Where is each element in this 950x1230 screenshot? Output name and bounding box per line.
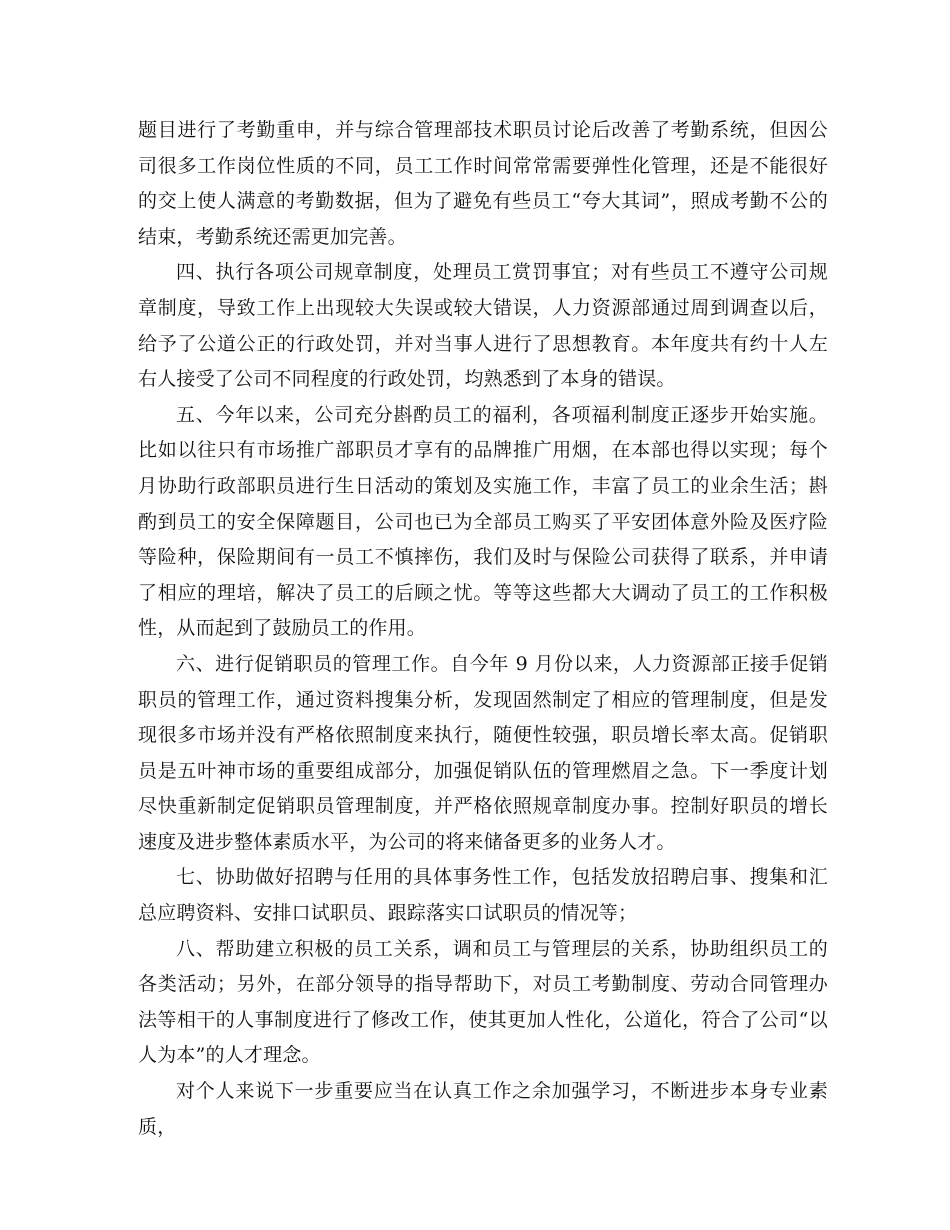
paragraph-item-6: 六、进行促销职员的管理工作。自今年 9 月份以来，人力资源部正接手促销职员的管理工作，通过资料搜集分析，发现固然制定了相应的管理制度，但是发现很多市场并没有严格依照制度来执行，随便性较强，职员增长率太高。促销职员是五叶神市场的重要组成部分，加强促销队伍的管理燃眉之急。下一季度计划尽快重新制定促销职员管理制度，并严格依照规章制度办事。控制好职员的增长速度及进步整体素质水平，为公司的将来储备更多的业务人才。 (138, 652, 828, 853)
paragraph-item-5: 五、今年以来，公司充分斟酌员工的福利，各项福利制度正逐步开始实施。比如以往只有市场推广部职员才享有的品牌推广用烟，在本部也得以实现；每个月协助行政部职员进行生日活动的策划及实施工作，丰富了员工的业余生活；斟酌到员工的安全保障题目，公司也已为全部员工购买了平安团体意外险及医疗险等险种，保险期间有一员工不慎摔伤，我们及时与保险公司获得了联系，并申请了相应的理培，解决了员工的后顾之忧。等等这些都大大调动了员工的工作积极性，从而起到了鼓励员工的作用。 (138, 403, 828, 640)
document-body (138, 113, 828, 1145)
paragraph-item-4: 四、执行各项公司规章制度，处理员工赏罚事宜；对有些员工不遵守公司规章制度，导致工作上出现较大失误或较大错误，人力资源部通过周到调查以后，给予了公道公正的行政处罚，并对当事人进行了思想教育。本年度共有约十人左右人接受了公司不同程度的行政处罚，均熟悉到了本身的错误。 (138, 261, 828, 391)
paragraph-continuation: 题目进行了考勤重申，并与综合管理部技术职员讨论后改善了考勤系统，但因公司很多工作岗位性质的不同，员工工作时间常常需要弹性化管理，还是不能很好的交上使人满意的考勤数据，但为了避免有些员工“夸大其词”，照成考勤不公的结束，考勤系统还需更加完善。 (138, 119, 828, 248)
paragraph-item-8: 八、帮助建立积极的员工关系，调和员工与管理层的关系，协助组织员工的各类活动；另外，在部分领导的指导帮助下，对员工考勤制度、劳动合同管理办法等相干的人事制度进行了修改工作，使其更加人性化，公道化，符合了公司“以人为本”的人才理念。 (138, 937, 828, 1067)
paragraph-item-7: 七、协助做好招聘与任用的具体事务性工作，包括发放招聘启事、搜集和汇总应聘资料、安排口试职员、跟踪落实口试职员的情况等； (138, 866, 828, 925)
paragraph-closing: 对个人来说下一步重要应当在认真工作之余加强学习，不断进步本身专业素质， (138, 1080, 828, 1138)
